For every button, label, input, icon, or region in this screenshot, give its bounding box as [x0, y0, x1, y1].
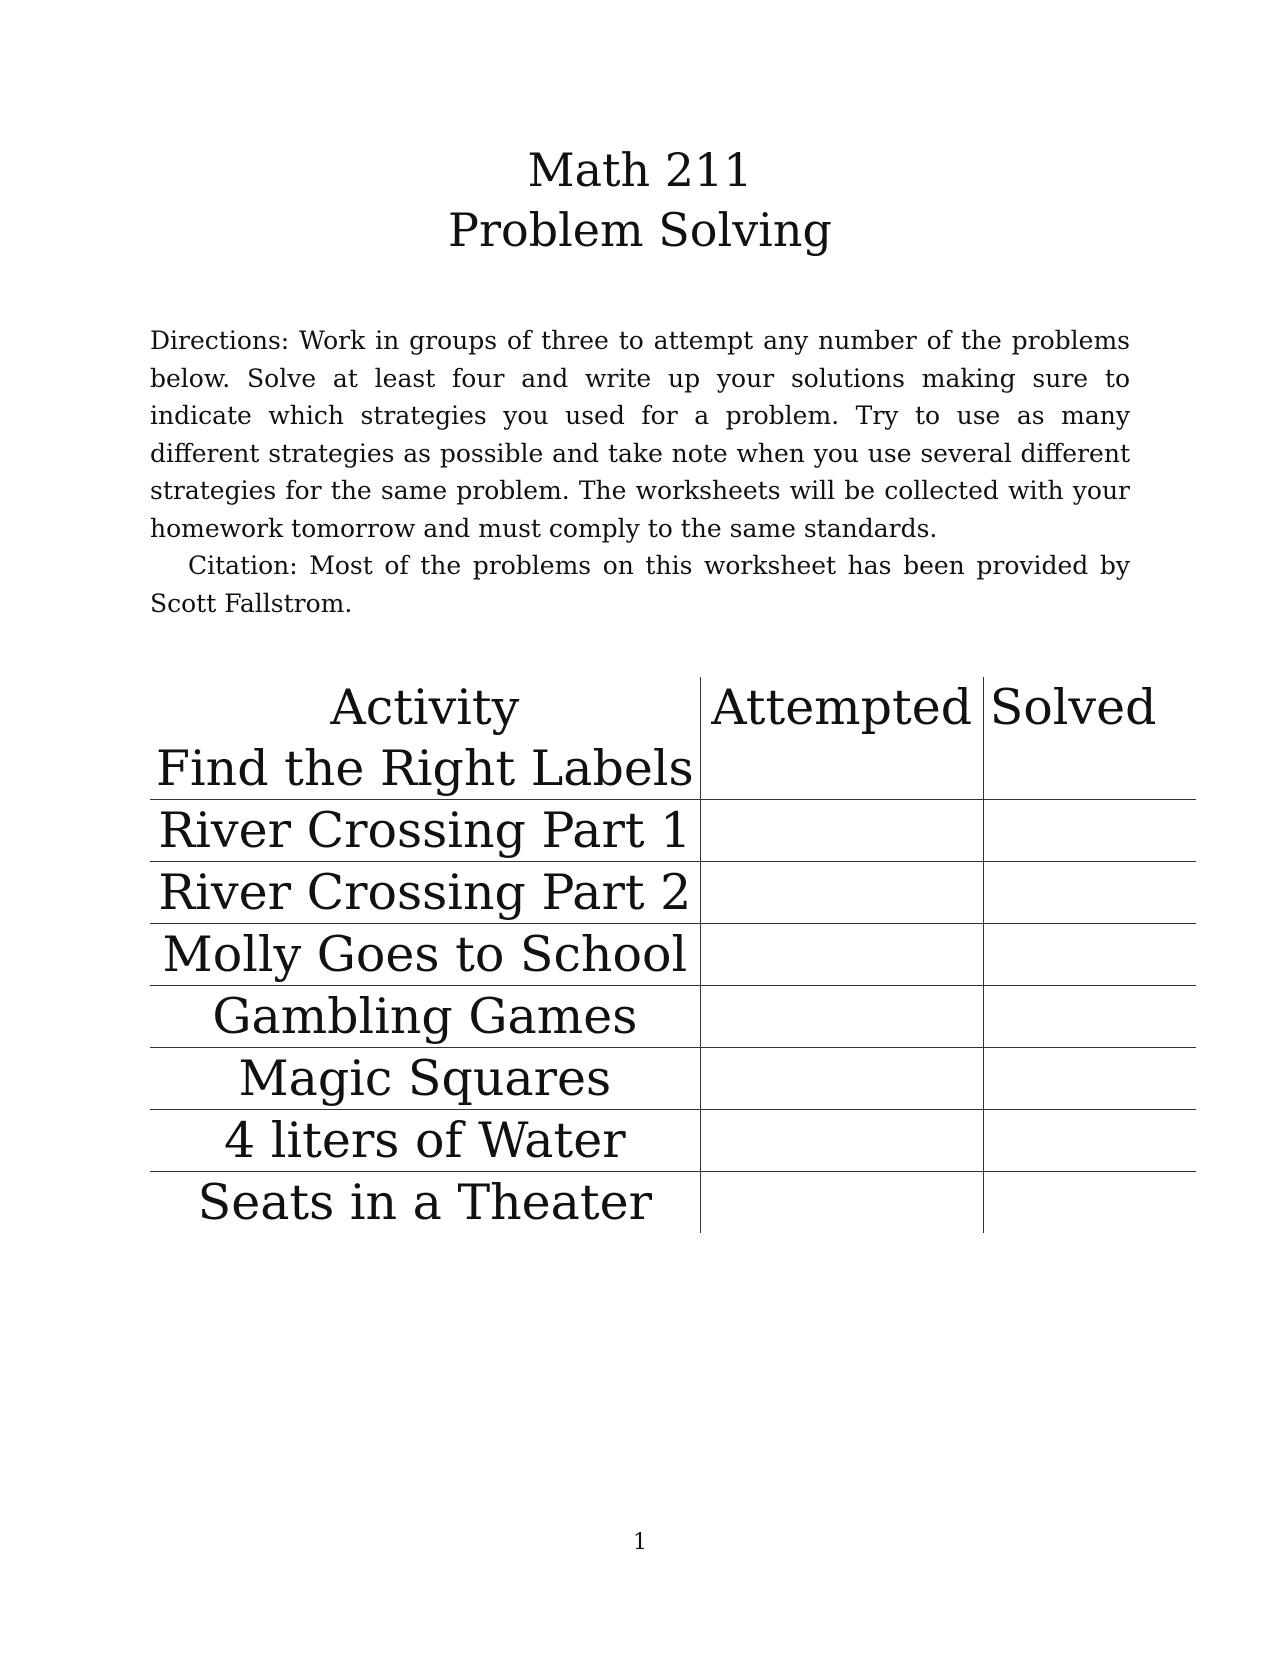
table-row: [150, 862, 1196, 924]
attempted-cell[interactable]: [700, 924, 983, 986]
table-row: [150, 1172, 1196, 1234]
worksheet-title: Problem Solving: [448, 203, 832, 257]
header-attempted: Attempted: [700, 677, 983, 738]
table-row: [150, 924, 1196, 986]
table-header-row: [150, 677, 1196, 738]
attempted-cell[interactable]: [700, 1048, 983, 1110]
header-solved: Solved: [983, 677, 1196, 738]
solved-cell[interactable]: [983, 800, 1196, 862]
attempted-cell[interactable]: [700, 862, 983, 924]
solved-cell[interactable]: [983, 862, 1196, 924]
activity-name: Find the Right Labels: [156, 740, 694, 797]
solved-cell[interactable]: [983, 738, 1196, 800]
attempted-cell[interactable]: [700, 738, 983, 800]
citation-paragraph: Citation: Most of the problems on this worksheet has been provided by Scott Fallstrom.: [150, 551, 1130, 618]
table-row: [150, 986, 1196, 1048]
attempted-cell[interactable]: [700, 1172, 983, 1234]
activity-name: 4 liters of Water: [150, 1110, 700, 1172]
activity-name: River Crossing Part 1: [150, 800, 700, 862]
directions-paragraph: Directions: Work in groups of three to attempt any number of the problems below. Solve at least four and write up your solutions making sure to indicate which strategies you used for a problem. Try to use as many different strategies as possible and take note when you use several different strategies for the same problem. The worksheets will be collected with your homework tomorrow and must comply to the same standards.: [150, 326, 1130, 543]
directions-section: [150, 322, 1130, 622]
activity-name: Molly Goes to School: [150, 924, 700, 986]
activity-name: Seats in a Theater: [150, 1172, 700, 1234]
solved-cell[interactable]: [983, 924, 1196, 986]
document-title: [0, 140, 1280, 260]
page-number: 1: [633, 1530, 647, 1555]
attempted-cell[interactable]: [700, 986, 983, 1048]
solved-cell[interactable]: [983, 986, 1196, 1048]
solved-cell[interactable]: [983, 1172, 1196, 1234]
activity-table: [150, 677, 1196, 1233]
activity-name: Gambling Games: [150, 986, 700, 1048]
activity-name: River Crossing Part 2: [150, 862, 700, 924]
table-row: [150, 1048, 1196, 1110]
solved-cell[interactable]: [983, 1048, 1196, 1110]
header-activity: Activity: [330, 679, 520, 736]
attempted-cell[interactable]: [700, 1110, 983, 1172]
table-row: [150, 738, 1196, 800]
solved-cell[interactable]: [983, 1110, 1196, 1172]
attempted-cell[interactable]: [700, 800, 983, 862]
table-row: [150, 800, 1196, 862]
activity-name: Magic Squares: [150, 1048, 700, 1110]
course-title: Math 211: [527, 143, 753, 197]
table-row: [150, 1110, 1196, 1172]
